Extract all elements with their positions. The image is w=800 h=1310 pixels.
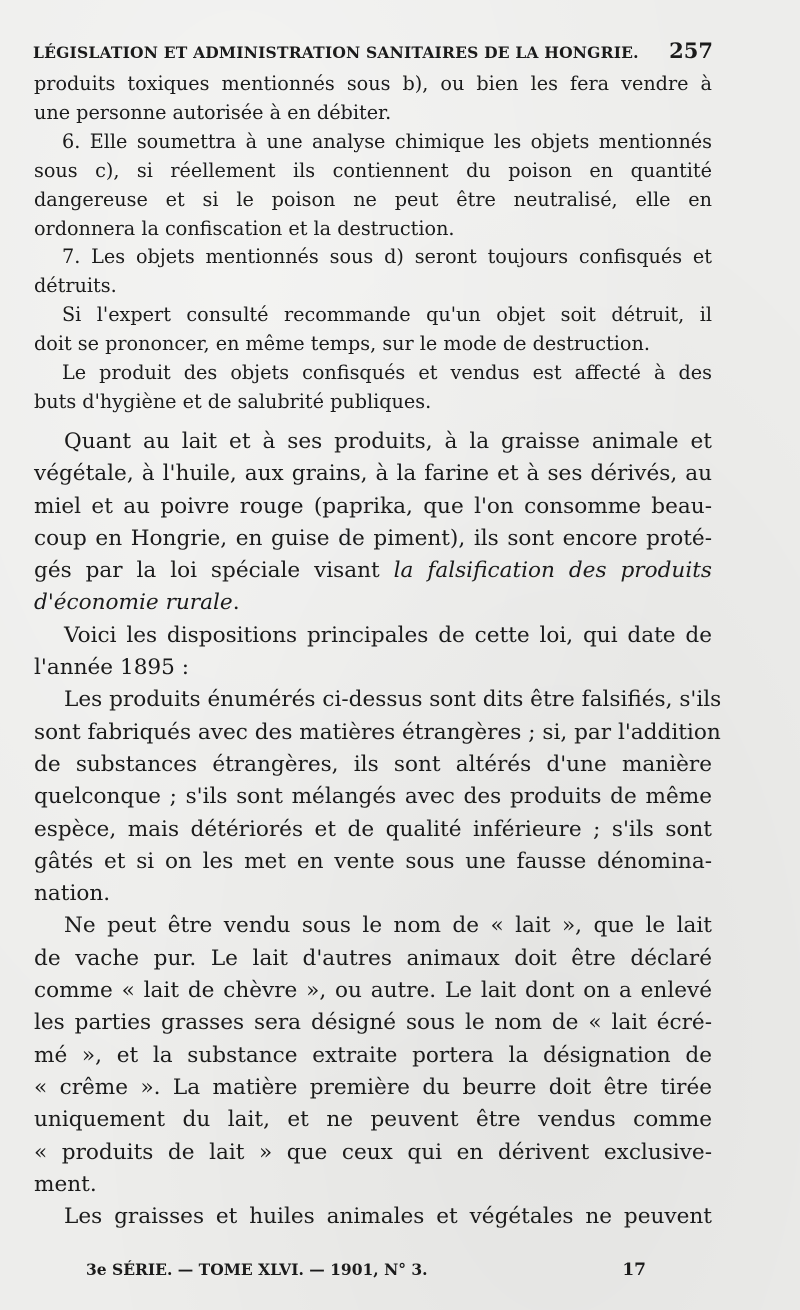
paragraph-continued xyxy=(34,388,712,417)
text-line: Les produits énumérés ci-dessus sont dits être falsifiés, s'ils xyxy=(64,687,722,713)
text-line: l'année 1895 : xyxy=(34,655,190,681)
text-line: sont fabriqués avec des matières étrangères ; si, par l'addition xyxy=(34,719,721,745)
text-run: . xyxy=(232,590,240,616)
text-run: gés par la loi spéciale visant xyxy=(34,558,394,584)
paragraph-continued xyxy=(34,458,712,619)
paragraph-continued xyxy=(34,272,712,301)
text-line: végétale, à l'huile, aux grains, à la farine et à ses dérivés, au xyxy=(34,461,712,487)
text-line: gâtés et si on les met en vente sous une fausse dénomina- xyxy=(34,848,712,874)
text-line: coup en Hongrie, en guise de piment), ils sont encore proté- xyxy=(34,525,712,551)
text-line: buts d'hygiène et de salubrité publiques. xyxy=(34,389,432,413)
paragraph-continued xyxy=(34,157,712,244)
small-text-section xyxy=(34,70,712,417)
text-line: dangereuse et si le poison ne peut être neutralisé, elle en xyxy=(34,187,712,211)
text-line: sous c), si réellement ils contiennent du poison en quantité xyxy=(34,158,712,182)
paragraph xyxy=(34,1201,712,1233)
text-line: Ne peut être vendu sous le nom de « lait », que le lait xyxy=(64,913,712,939)
paragraph-continued xyxy=(34,943,712,1201)
text-line: Le produit des objets confisqués et vendus est affecté à des xyxy=(62,361,712,385)
italic-title: d'économie rurale xyxy=(34,590,233,616)
text-line: Si l'expert consulté recommande qu'un objet soit détruit, il xyxy=(62,303,712,327)
paragraph xyxy=(34,684,722,716)
text-line: 6. Elle soumettra à une analyse chimique les objets mentionnés xyxy=(62,129,712,153)
paragraph xyxy=(34,426,712,458)
paragraph xyxy=(34,910,712,942)
italic-title: la falsification des produits xyxy=(393,558,712,584)
page-number: 257 xyxy=(669,38,713,63)
text-line: Les graisses et huiles animales et végétales ne peuvent xyxy=(64,1204,712,1230)
text-line xyxy=(34,555,712,587)
paragraph-continued xyxy=(34,652,712,684)
text-line: « crême ». La matière première du beurre doit être tirée xyxy=(34,1074,712,1100)
text-line: produits toxiques mentionnés sous b), ou bien les fera vendre à xyxy=(34,72,712,95)
running-header xyxy=(33,38,713,64)
text-line: de substances étrangères, ils sont altérés d'une manière xyxy=(34,751,712,777)
text-line xyxy=(34,587,712,619)
text-line: Quant au lait et à ses produits, à la graisse animale et xyxy=(64,429,712,454)
text-line: ment. xyxy=(34,1171,97,1197)
paragraph xyxy=(34,243,712,272)
text-line: miel et au poivre rouge (paprika, que l'on consomme beau- xyxy=(34,493,712,519)
paragraph xyxy=(34,128,712,157)
text-line: nation. xyxy=(34,881,111,907)
text-line: uniquement du lait, et ne peuvent être vendus comme xyxy=(34,1107,712,1133)
paragraph xyxy=(34,359,712,388)
text-line: les parties grasses sera désigné sous le nom de « lait écré- xyxy=(34,1010,712,1036)
paragraph-continued xyxy=(34,717,721,911)
text-line: une personne autorisée à en débiter. xyxy=(34,100,392,124)
text-line: comme « lait de chèvre », ou autre. Le lait dont on a enlevé xyxy=(34,978,712,1004)
main-text-section xyxy=(34,426,722,1233)
paragraph xyxy=(34,620,712,652)
text-line: doit se prononcer, en même temps, sur le mode de destruction. xyxy=(34,332,650,356)
signature-mark: 17 xyxy=(622,1260,646,1280)
text-line: mé », et la substance extraite portera la désignation de xyxy=(34,1042,712,1068)
text-line: détruits. xyxy=(34,274,117,298)
text-line: « produits de lait » que ceux qui en dérivent exclusive- xyxy=(34,1139,712,1165)
text-line: espèce, mais détériorés et de qualité inférieure ; s'ils sont xyxy=(34,816,712,842)
text-line: 7. Les objets mentionnés sous d) seront toujours confisqués et xyxy=(62,245,712,269)
paragraph-continued xyxy=(34,330,712,359)
text-line: de vache pur. Le lait d'autres animaux doit être déclaré xyxy=(34,945,712,971)
series-volume-info: 3e SÉRIE. — TOME XLVI. — 1901, N° 3. xyxy=(86,1260,428,1279)
page-footer xyxy=(86,1260,646,1284)
text-line: ordonnera la confiscation et la destruction. xyxy=(34,216,455,240)
paragraph xyxy=(34,70,712,128)
text-line: Voici les dispositions principales de cette loi, qui date de xyxy=(64,622,712,648)
running-title: LÉGISLATION ET ADMINISTRATION SANITAIRES DE LA HONGRIE. xyxy=(33,43,639,62)
text-line: quelconque ; s'ils sont mélangés avec des produits de même xyxy=(34,784,712,810)
paragraph xyxy=(34,301,712,330)
